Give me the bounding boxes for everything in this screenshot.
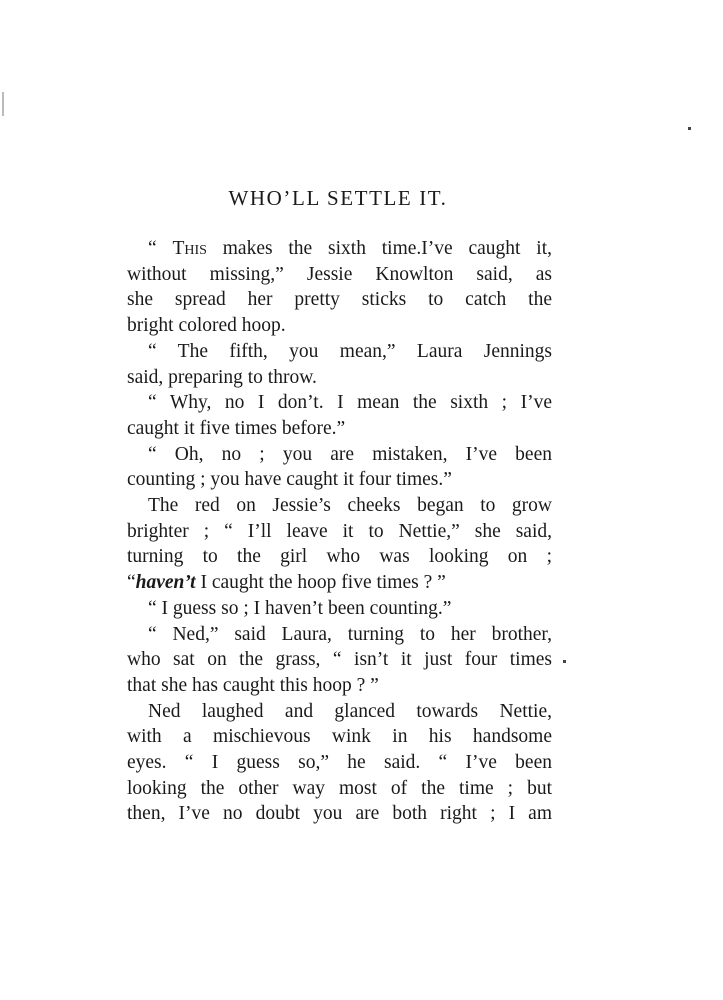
text-line: looking the other way most of the time ; but	[127, 777, 552, 799]
margin-speck	[563, 660, 566, 663]
text-line: that she has caught this hoop ? ”	[127, 674, 379, 696]
text-line: “ Ned,” said Laura, turning to her brother,	[148, 623, 552, 645]
text-line: said, preparing to throw.	[127, 366, 317, 388]
margin-speck	[2, 92, 4, 116]
text-line: who sat on the grass, “ isn’t it just four times	[127, 649, 552, 671]
emphasized-word: haven’t	[135, 572, 196, 594]
text-line	[127, 236, 552, 262]
line-text: makes the sixth time.I’ve caught it,	[206, 238, 552, 259]
text-line: bright colored hoop.	[127, 315, 286, 337]
text-line: eyes. “ I guess so,” he said. “ I’ve been	[127, 752, 552, 774]
text-line: counting ; you have caught it four times.”	[127, 469, 452, 491]
text-line: Ned laughed and glanced towards Nettie,	[148, 700, 552, 722]
text-line: “ Why, no I don’t. I mean the sixth ; I’ve	[148, 392, 552, 414]
text-line: “ I guess so ; I haven’t been counting.”	[148, 597, 452, 619]
line-text: I caught the hoop five times ? ”	[195, 572, 446, 594]
small-caps-word: This	[172, 238, 207, 259]
text-line: she spread her pretty sticks to catch the	[127, 289, 552, 311]
chapter-title: WHO’LL SETTLE IT.	[228, 186, 448, 210]
text-line: “ The fifth, you mean,” Laura Jennings	[148, 340, 552, 362]
text-line: turning to the girl who was looking on ;	[127, 546, 552, 568]
text-line: “ Oh, no ; you are mistaken, I’ve been	[148, 443, 552, 465]
text-line: without missing,” Jessie Knowlton said, as	[127, 263, 552, 285]
text-line: caught it five times before.”	[127, 417, 346, 439]
body-text	[127, 236, 552, 827]
text-line: The red on Jessie’s cheeks began to grow	[148, 495, 552, 517]
open-quote: “	[127, 572, 136, 594]
text-line: brighter ; “ I’ll leave it to Nettie,” she said,	[127, 520, 552, 542]
text-line: then, I’ve no doubt you are both right ; I am	[127, 803, 552, 825]
margin-speck	[688, 127, 691, 130]
text-line	[127, 570, 552, 596]
open-quote: “	[148, 238, 173, 259]
text-line: with a mischievous wink in his handsome	[127, 726, 552, 748]
